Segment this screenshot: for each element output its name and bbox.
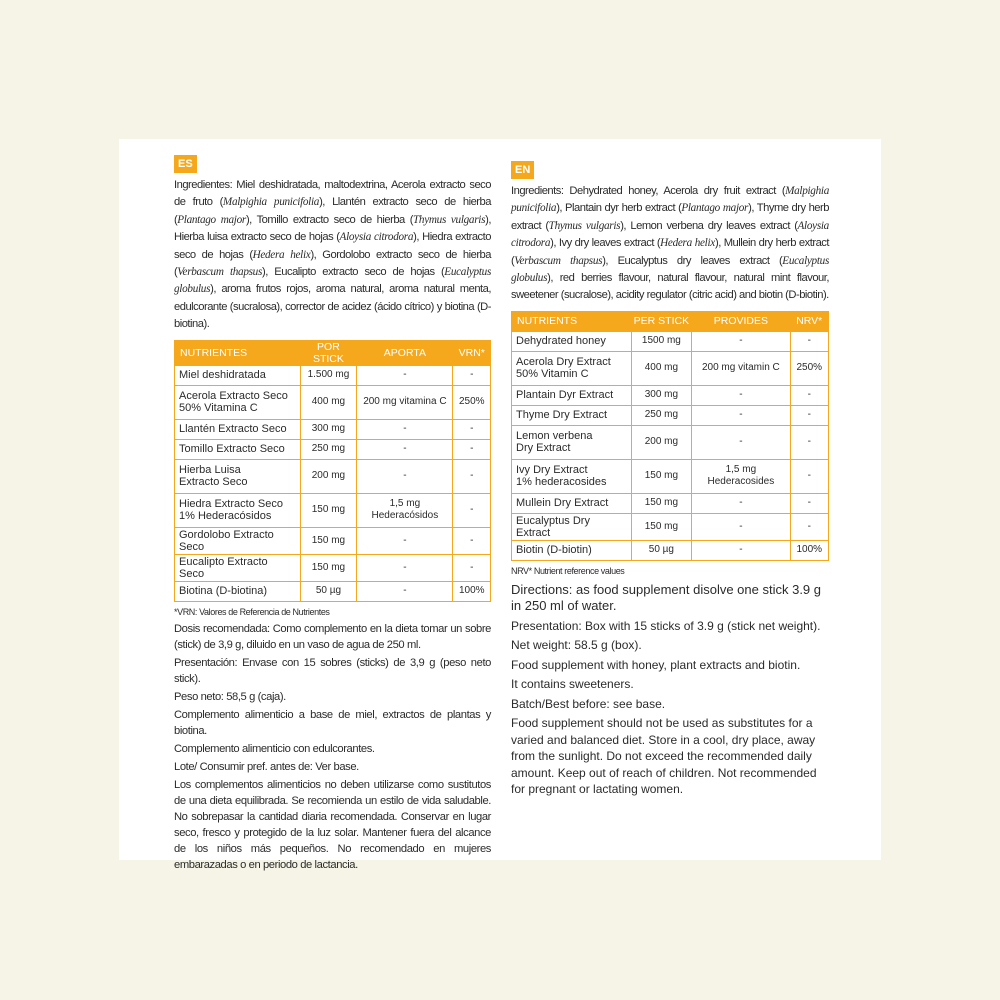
latin-name: Aloysia citrodora <box>339 231 414 244</box>
info-paragraph: Presentación: Envase con 15 sobres (sticks) de 3,9 g (peso neto stick). <box>174 656 491 685</box>
reference-percent: 100% <box>453 581 491 601</box>
table-row <box>175 459 491 493</box>
nutrient-name: Thyme Dry Extract <box>512 405 632 425</box>
nutrient-name: Biotin (D-biotin) <box>512 540 632 560</box>
nutrient-name: Plantain Dyr Extract <box>512 385 632 405</box>
per-stick-amount: 1.500 mg <box>300 365 357 385</box>
latin-name: Malpighia punicifolia <box>511 185 829 215</box>
ingredient-text: ), Lemon verbena dry leaves extract ( <box>620 219 798 232</box>
info-paragraph: Net weight: 58.5 g (box). <box>511 638 642 653</box>
table-row <box>175 419 491 439</box>
provides-value: - <box>357 365 453 385</box>
latin-name: Verbascum thapsus <box>514 254 603 267</box>
ingredient-text: Ingredientes: Miel deshidratada, maltodextrina, Acerola extracto seco de fruto ( <box>174 179 491 209</box>
provides-value: - <box>357 527 453 554</box>
provides-value: 1,5 mg Hederacósidos <box>357 493 453 527</box>
nutrition-table-en <box>511 311 829 561</box>
reference-percent: - <box>453 439 491 459</box>
info-paragraph: Complemento alimenticio a base de miel, extractos de plantas y biotina. <box>174 708 491 737</box>
provides-value: - <box>692 425 790 459</box>
per-stick-amount: 150 mg <box>300 493 357 527</box>
provides-value: - <box>692 513 790 540</box>
ingredient-text: ), Hierba luisa extracto seco de hojas ( <box>174 213 491 244</box>
column-header: APORTA <box>357 340 453 365</box>
reference-percent: - <box>790 493 829 513</box>
table-row <box>175 439 491 459</box>
latin-name: Hedera helix <box>660 237 715 250</box>
info-paragraph: Food supplement should not be used as substitutes for a varied and balanced diet. Store in a cool, dry place, away from the sunlight. Do not exceed the recommended daily amount. Keep out of reach of children. Not recommended for pregnant or lactating women. <box>511 716 817 797</box>
provides-value: - <box>357 419 453 439</box>
info-paragraph: Food supplement with honey, plant extracts and biotin. <box>511 657 801 672</box>
table-header-row <box>175 340 491 365</box>
provides-value: - <box>692 493 790 513</box>
ingredient-text: ), Gordolobo extracto seco de hierba ( <box>174 248 492 279</box>
nutrient-name: Hierba Luisa Extracto Seco <box>175 459 301 493</box>
language-badge-es: ES <box>174 155 197 173</box>
column-header: NUTRIENTES <box>175 340 301 365</box>
reference-percent: - <box>790 513 829 540</box>
ingredient-text: ), Plantain dyr herb extract ( <box>556 202 682 215</box>
reference-percent: - <box>453 527 491 554</box>
per-stick-amount: 50 µg <box>300 581 357 601</box>
directions-es <box>174 621 491 873</box>
info-paragraph: Los complementos alimenticios no deben utilizarse como sustitutos de una dieta equilibrada. Se recomienda un estilo de vida saludable. No sobrepasar la cantidad diaria recomendada. Conservar en lugar seco, fresco y protegido de la luz solar. Mantener fuera del alcance de los niños más pequeños. No recomendado en mujeres embarazadas o en periodo de lactancia. <box>174 778 491 871</box>
nutrient-name: Hiedra Extracto Seco 1% Hederacósidos <box>175 493 301 527</box>
nutrient-name: Acerola Dry Extract 50% Vitamin C <box>512 351 632 385</box>
reference-percent: - <box>453 459 491 493</box>
reference-percent: - <box>790 405 829 425</box>
ingredient-text: ), Eucalyptus dry leaves extract ( <box>602 254 783 267</box>
per-stick-amount: 150 mg <box>631 459 692 493</box>
nutrient-name: Mullein Dry Extract <box>512 493 632 513</box>
provides-value: - <box>692 385 790 405</box>
ingredient-text: ), Mullein dry herb extract ( <box>511 237 829 267</box>
per-stick-amount: 150 mg <box>300 527 357 554</box>
ingredient-text: ), Ivy dry leaves extract ( <box>550 237 661 250</box>
table-row <box>175 554 491 581</box>
latin-name: Aloysia citrodora <box>511 219 829 250</box>
latin-name: Hedera helix <box>252 248 311 261</box>
per-stick-amount: 150 mg <box>300 554 357 581</box>
reference-percent: - <box>790 459 829 493</box>
reference-percent: - <box>453 419 491 439</box>
table-row <box>512 405 829 425</box>
ingredient-text: Ingredients: Dehydrated honey, Acerola dry fruit extract ( <box>511 185 786 197</box>
info-paragraph: Presentation: Box with 15 sticks of 3.9 g (stick net weight). <box>511 618 821 633</box>
reference-percent: - <box>790 425 829 459</box>
info-paragraph: Batch/Best before: see base. <box>511 696 666 711</box>
info-paragraph: Complemento alimenticio con edulcorantes. <box>174 742 375 755</box>
table-row <box>175 581 491 601</box>
provides-value: 1,5 mg Hederacosides <box>692 459 790 493</box>
reference-percent: - <box>453 554 491 581</box>
nutrient-name: Miel deshidratada <box>175 365 301 385</box>
ingredient-text: ), Thyme dry herb extract ( <box>511 202 829 232</box>
ingredients-es <box>174 177 491 334</box>
info-paragraph: It contains sweeteners. <box>511 677 634 692</box>
ingredient-text: ), aroma frutos rojos, aroma natural, aroma natural menta, edulcorante (sucralosa), corrector de acidez (ácido cítrico) y biotina (D-biotina). <box>174 283 491 331</box>
provides-value: 200 mg vitamina C <box>357 385 453 419</box>
column-header: NUTRIENTS <box>512 311 632 331</box>
per-stick-amount: 300 mg <box>631 385 692 405</box>
latin-name: Thymus vulgaris <box>412 213 486 226</box>
ingredient-text: ), Tomillo extracto seco de hierba ( <box>245 213 413 226</box>
reference-percent: - <box>453 365 491 385</box>
per-stick-amount: 400 mg <box>300 385 357 419</box>
table-row <box>175 365 491 385</box>
provides-value: - <box>357 554 453 581</box>
table-row <box>512 351 829 385</box>
column-header: VRN* <box>453 340 491 365</box>
provides-value: - <box>692 540 790 560</box>
column-header: NRV* <box>790 311 829 331</box>
provides-value: - <box>692 331 790 351</box>
reference-percent: 250% <box>790 351 829 385</box>
provides-value: - <box>357 581 453 601</box>
table-row <box>512 425 829 459</box>
table-row <box>512 385 829 405</box>
nutrient-name: Dehydrated honey <box>512 331 632 351</box>
column-header: PER STICK <box>631 311 692 331</box>
per-stick-amount: 400 mg <box>631 351 692 385</box>
per-stick-amount: 250 mg <box>631 405 692 425</box>
provides-value: 200 mg vitamin C <box>692 351 790 385</box>
language-badge-en: EN <box>511 161 534 179</box>
nutrient-name: Ivy Dry Extract 1% hederacosides <box>512 459 632 493</box>
info-paragraph: Lote/ Consumir pref. antes de: Ver base. <box>174 760 359 773</box>
latin-name: Eucalyptus globulus <box>174 266 491 296</box>
table-header-row <box>512 311 829 331</box>
per-stick-amount: 150 mg <box>631 513 692 540</box>
ingredients-en <box>511 183 829 305</box>
nutrient-name: Gordolobo Extracto Seco <box>175 527 301 554</box>
nutrient-name: Llantén Extracto Seco <box>175 419 301 439</box>
provides-value: - <box>692 405 790 425</box>
reference-percent: - <box>453 493 491 527</box>
nutrient-name: Eucalyptus Dry Extract <box>512 513 632 540</box>
ingredient-text: ), Hiedra extracto seco de hojas ( <box>174 231 491 261</box>
per-stick-amount: 200 mg <box>631 425 692 459</box>
nrv-note: NRV* Nutrient reference values <box>511 565 625 576</box>
table-row <box>512 540 829 560</box>
nutrient-name: Tomillo Extracto Seco <box>175 439 301 459</box>
reference-percent: 250% <box>453 385 491 419</box>
directions-en <box>511 582 829 798</box>
latin-name: Eucalyptus globulus <box>511 254 830 285</box>
ingredient-text: ), red berries flavour, natural flavour, natural mint flavour, sweetener (sucralose), acidity regulator (citric acid) and biotin (D-biotin). <box>511 272 829 302</box>
info-paragraph: Peso neto: 58,5 g (caja). <box>174 690 286 703</box>
table-row <box>175 493 491 527</box>
label-card <box>119 139 881 871</box>
nutrition-table-es <box>174 340 491 602</box>
per-stick-amount: 150 mg <box>631 493 692 513</box>
nutrient-name: Acerola Extracto Seco 50% Vitamina C <box>175 385 301 419</box>
latin-name: Malpighia punicifolia <box>222 196 320 209</box>
per-stick-amount: 250 mg <box>300 439 357 459</box>
per-stick-amount: 1500 mg <box>631 331 692 351</box>
ingredient-text: ), Eucalipto extracto seco de hojas ( <box>262 266 445 279</box>
spanish-column <box>174 139 491 875</box>
latin-name: Plantago major <box>681 202 749 215</box>
nutrient-name: Eucalipto Extracto Seco <box>175 554 301 581</box>
column-header: POR STICK <box>300 340 357 365</box>
provides-value: - <box>357 459 453 493</box>
table-row <box>175 527 491 554</box>
reference-percent: 100% <box>790 540 829 560</box>
column-header: PROVIDES <box>692 311 790 331</box>
table-row <box>512 331 829 351</box>
info-paragraph: Dosis recomendada: Como complemento en la dieta tomar un sobre (stick) de 3,9 g, diluido en un vaso de agua de 250 ml. <box>174 622 491 651</box>
latin-name: Verbascum thapsus <box>177 266 263 279</box>
table-row <box>512 459 829 493</box>
per-stick-amount: 200 mg <box>300 459 357 493</box>
table-row <box>512 513 829 540</box>
nutrient-name: Lemon verbena Dry Extract <box>512 425 632 459</box>
table-row <box>175 385 491 419</box>
info-paragraph: Directions: as food supplement disolve one stick 3.9 g in 250 ml of water. <box>511 581 822 614</box>
table-row <box>512 493 829 513</box>
vrn-note: *VRN: Valores de Referencia de Nutrientes <box>174 606 330 617</box>
reference-percent: - <box>790 331 829 351</box>
reference-percent: - <box>790 385 829 405</box>
ingredient-text: ), Llantén extracto seco de hierba ( <box>174 196 491 226</box>
latin-name: Plantago major <box>177 213 246 226</box>
per-stick-amount: 50 µg <box>631 540 692 560</box>
english-column <box>511 139 829 801</box>
per-stick-amount: 300 mg <box>300 419 357 439</box>
nutrient-name: Biotina (D-biotina) <box>175 581 301 601</box>
latin-name: Thymus vulgaris <box>548 219 621 232</box>
provides-value: - <box>357 439 453 459</box>
